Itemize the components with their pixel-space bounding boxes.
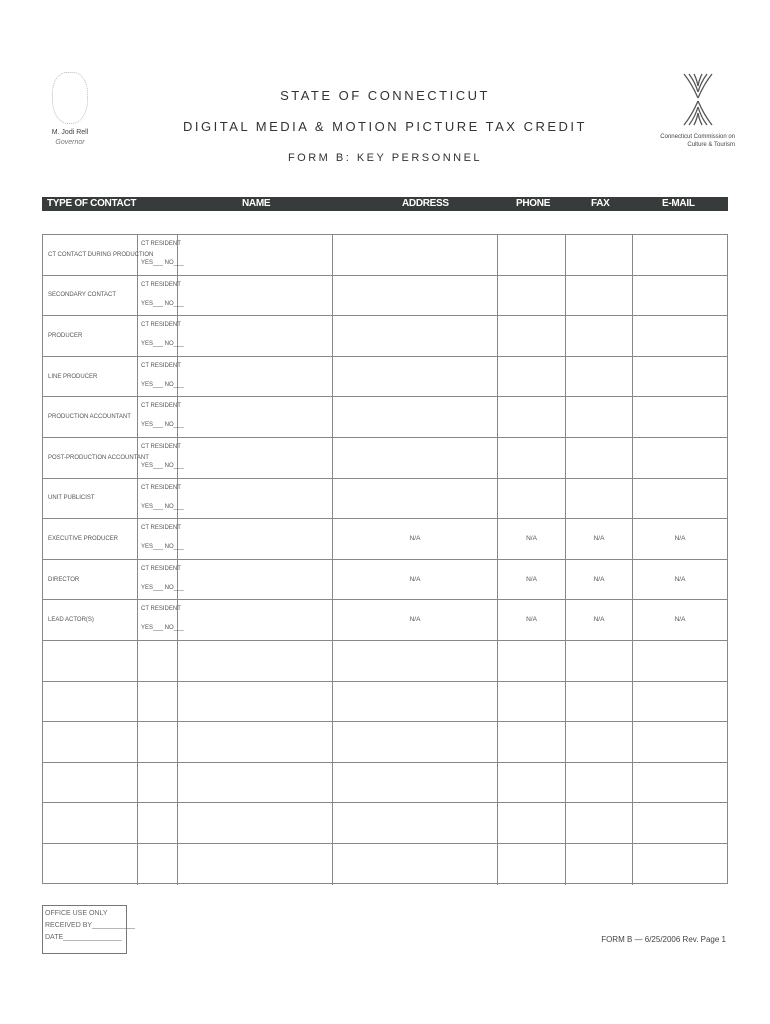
personnel-table [42, 234, 728, 884]
address-cell[interactable] [333, 357, 498, 397]
ct-resident-cell[interactable] [138, 519, 184, 559]
address-cell[interactable] [333, 682, 498, 722]
date-field[interactable]: DATE_______________ [45, 934, 122, 941]
commission-logo-icon [682, 72, 714, 127]
contact-type: PRODUCER [43, 316, 138, 356]
col-email: E-MAIL [662, 198, 695, 209]
ct-resident-label: CT RESIDENT [141, 565, 181, 572]
fax-cell: N/A [566, 560, 633, 600]
ct-resident-cell[interactable] [138, 316, 184, 356]
address-cell[interactable] [333, 316, 498, 356]
phone-cell: N/A [498, 600, 566, 640]
table-row [43, 276, 727, 317]
phone-cell[interactable] [498, 844, 566, 885]
email-cell[interactable] [633, 316, 727, 356]
type-cell[interactable] [43, 803, 138, 843]
ct-resident-cell[interactable] [138, 235, 184, 275]
table-row [43, 560, 727, 601]
table-row [43, 397, 727, 438]
table-row [43, 438, 727, 479]
resident-cell[interactable] [138, 722, 178, 762]
name-cell[interactable] [178, 519, 333, 559]
resident-yes-no[interactable]: YES___ NO___ [141, 260, 184, 266]
resident-yes-no[interactable]: YES___ NO___ [141, 625, 184, 632]
ct-resident-label: CT RESIDENT [141, 606, 181, 613]
governor-title: Governor [55, 139, 85, 146]
address-cell: N/A [333, 560, 498, 600]
type-cell[interactable] [43, 641, 138, 681]
resident-cell[interactable] [138, 844, 178, 885]
contact-type: EXECUTIVE PRODUCER [43, 519, 138, 559]
type-cell[interactable] [43, 844, 138, 885]
title-state: STATE OF CONNECTICUT [280, 88, 490, 103]
blank-row [43, 682, 727, 723]
col-address: ADDRESS [402, 198, 449, 209]
blank-row [43, 641, 727, 682]
email-cell[interactable] [633, 844, 727, 885]
table-row [43, 479, 727, 520]
footer-revision: FORM B — 6/25/2006 Rev. Page 1 [601, 935, 726, 944]
office-use-box [42, 905, 135, 954]
email-cell[interactable] [633, 641, 727, 681]
ct-resident-label: CT RESIDENT [141, 322, 181, 329]
governor [40, 128, 100, 148]
fax-cell: N/A [566, 600, 633, 640]
blank-row [43, 722, 727, 763]
resident-yes-no[interactable]: YES___ NO___ [141, 584, 184, 591]
contact-type: CT CONTACT DURING PRODUCTION [43, 235, 138, 275]
name-cell[interactable] [178, 600, 333, 640]
phone-cell[interactable] [498, 479, 566, 519]
fax-cell[interactable] [566, 397, 633, 437]
name-cell[interactable] [178, 641, 333, 681]
type-cell[interactable] [43, 682, 138, 722]
address-cell[interactable] [333, 479, 498, 519]
contact-type: LINE PRODUCER [43, 357, 138, 397]
ct-resident-cell[interactable] [138, 600, 184, 640]
email-cell[interactable] [633, 803, 727, 843]
phone-cell[interactable] [498, 438, 566, 478]
name-cell[interactable] [178, 397, 333, 437]
ct-resident-label: CT RESIDENT [141, 484, 181, 491]
address-cell[interactable] [333, 722, 498, 762]
name-cell[interactable] [178, 479, 333, 519]
resident-yes-no[interactable]: YES___ NO___ [141, 503, 184, 510]
table-row [43, 357, 727, 398]
ct-resident-cell[interactable] [138, 397, 184, 437]
phone-cell: N/A [498, 560, 566, 600]
email-cell: N/A [674, 534, 686, 542]
address-cell[interactable] [333, 276, 498, 316]
col-name: NAME [242, 198, 271, 209]
resident-yes-no[interactable]: YES___ NO___ [141, 422, 184, 429]
address-cell[interactable] [333, 803, 498, 843]
address-cell[interactable] [333, 438, 498, 478]
ct-resident-cell[interactable] [138, 438, 184, 478]
ct-resident-cell[interactable] [138, 357, 184, 397]
fax-cell[interactable] [566, 641, 633, 681]
resident-yes-no[interactable]: YES___ NO___ [141, 341, 184, 348]
fax-cell[interactable] [566, 316, 633, 356]
fax-cell[interactable] [566, 844, 633, 885]
fax-cell[interactable] [566, 803, 633, 843]
phone-cell[interactable] [498, 397, 566, 437]
table-row [43, 519, 727, 560]
resident-yes-no[interactable]: YES___ NO___ [141, 300, 184, 307]
email-cell[interactable] [633, 235, 727, 275]
name-cell[interactable] [178, 803, 333, 843]
phone-cell[interactable] [498, 235, 566, 275]
fax-cell[interactable] [566, 438, 633, 478]
name-cell[interactable] [178, 357, 333, 397]
fax-cell[interactable] [566, 479, 633, 519]
col-type: TYPE OF CONTACT [47, 198, 137, 209]
ct-resident-label: CT RESIDENT [141, 444, 181, 450]
name-cell[interactable] [178, 438, 333, 478]
email-cell: N/A [674, 616, 686, 624]
fax-cell[interactable] [566, 682, 633, 722]
email-cell[interactable] [633, 357, 727, 397]
table-row [43, 316, 727, 357]
ct-resident-label: CT RESIDENT [141, 403, 181, 410]
contact-type: SECONDARY CONTACT [43, 276, 138, 316]
fax-cell: N/A [566, 519, 633, 559]
phone-cell[interactable] [498, 276, 566, 316]
ct-resident-cell[interactable] [138, 276, 184, 316]
name-cell[interactable] [178, 682, 333, 722]
blank-row [43, 763, 727, 804]
phone-cell: N/A [498, 519, 566, 559]
fax-cell[interactable] [566, 235, 633, 275]
resident-yes-no[interactable]: YES___ NO___ [141, 544, 184, 551]
fax-cell[interactable] [566, 763, 633, 803]
contact-type: UNIT PUBLICIST [43, 479, 138, 519]
resident-yes-no[interactable]: YES___ NO___ [141, 381, 184, 388]
address-cell[interactable] [333, 641, 498, 681]
phone-cell[interactable] [498, 722, 566, 762]
name-cell[interactable] [178, 276, 333, 316]
title-credit: DIGITAL MEDIA & MOTION PICTURE TAX CREDIT [183, 119, 587, 134]
name-cell[interactable] [178, 844, 333, 885]
ct-resident-label: CT RESIDENT [141, 281, 181, 288]
email-cell[interactable] [633, 722, 727, 762]
title-form: FORM B: KEY PERSONNEL [287, 152, 483, 164]
name-cell[interactable] [178, 722, 333, 762]
fax-cell[interactable] [566, 722, 633, 762]
contact-type: PRODUCTION ACCOUNTANT [43, 397, 138, 437]
blank-row [43, 844, 727, 885]
name-cell[interactable] [178, 235, 333, 275]
phone-cell[interactable] [498, 803, 566, 843]
resident-cell[interactable] [138, 641, 178, 681]
address-cell[interactable] [333, 844, 498, 885]
email-cell[interactable] [633, 763, 727, 803]
contact-type: POST-PRODUCTION ACCOUNTANT [43, 438, 138, 478]
resident-cell[interactable] [138, 763, 178, 803]
email-cell: N/A [674, 575, 686, 583]
type-cell[interactable] [43, 763, 138, 803]
phone-cell[interactable] [498, 641, 566, 681]
fax-cell[interactable] [566, 357, 633, 397]
address-cell[interactable] [333, 397, 498, 437]
commission-name: Connecticut Commission on Culture & Tourism [660, 134, 735, 148]
email-cell[interactable] [633, 438, 727, 478]
ct-resident-label: CT RESIDENT [141, 525, 181, 532]
table-row [43, 235, 727, 276]
phone-cell[interactable] [498, 316, 566, 356]
phone-cell[interactable] [498, 763, 566, 803]
table-header [42, 197, 728, 211]
phone-cell[interactable] [498, 682, 566, 722]
type-cell[interactable] [43, 722, 138, 762]
col-phone: PHONE [516, 198, 551, 209]
email-cell[interactable] [633, 397, 727, 437]
name-cell[interactable] [178, 560, 333, 600]
address-cell[interactable] [333, 235, 498, 275]
address-cell[interactable] [333, 763, 498, 803]
table-row [43, 600, 727, 641]
email-cell[interactable] [633, 479, 727, 519]
ct-resident-cell[interactable] [138, 479, 184, 519]
contact-type: DIRECTOR [43, 560, 138, 600]
resident-yes-no[interactable]: YES___ NO___ [141, 463, 184, 469]
col-fax: FAX [591, 198, 610, 209]
resident-cell[interactable] [138, 682, 178, 722]
office-use-title: OFFICE USE ONLY [45, 910, 108, 917]
fax-cell[interactable] [566, 276, 633, 316]
address-cell: N/A [333, 600, 498, 640]
name-cell[interactable] [178, 763, 333, 803]
contact-type: LEAD ACTOR(S) [43, 600, 138, 640]
ct-resident-label: CT RESIDENT [141, 241, 181, 247]
state-seal-icon [52, 72, 88, 124]
governor-name: M. Jodi Rell [51, 129, 89, 136]
phone-cell[interactable] [498, 357, 566, 397]
email-cell[interactable] [633, 276, 727, 316]
received-by-field[interactable]: RECEIVED BY___________ [45, 922, 135, 929]
ct-resident-label: CT RESIDENT [141, 362, 181, 369]
email-cell[interactable] [633, 682, 727, 722]
name-cell[interactable] [178, 316, 333, 356]
ct-resident-cell[interactable] [138, 560, 184, 600]
resident-cell[interactable] [138, 803, 178, 843]
address-cell: N/A [333, 519, 498, 559]
blank-row [43, 803, 727, 844]
